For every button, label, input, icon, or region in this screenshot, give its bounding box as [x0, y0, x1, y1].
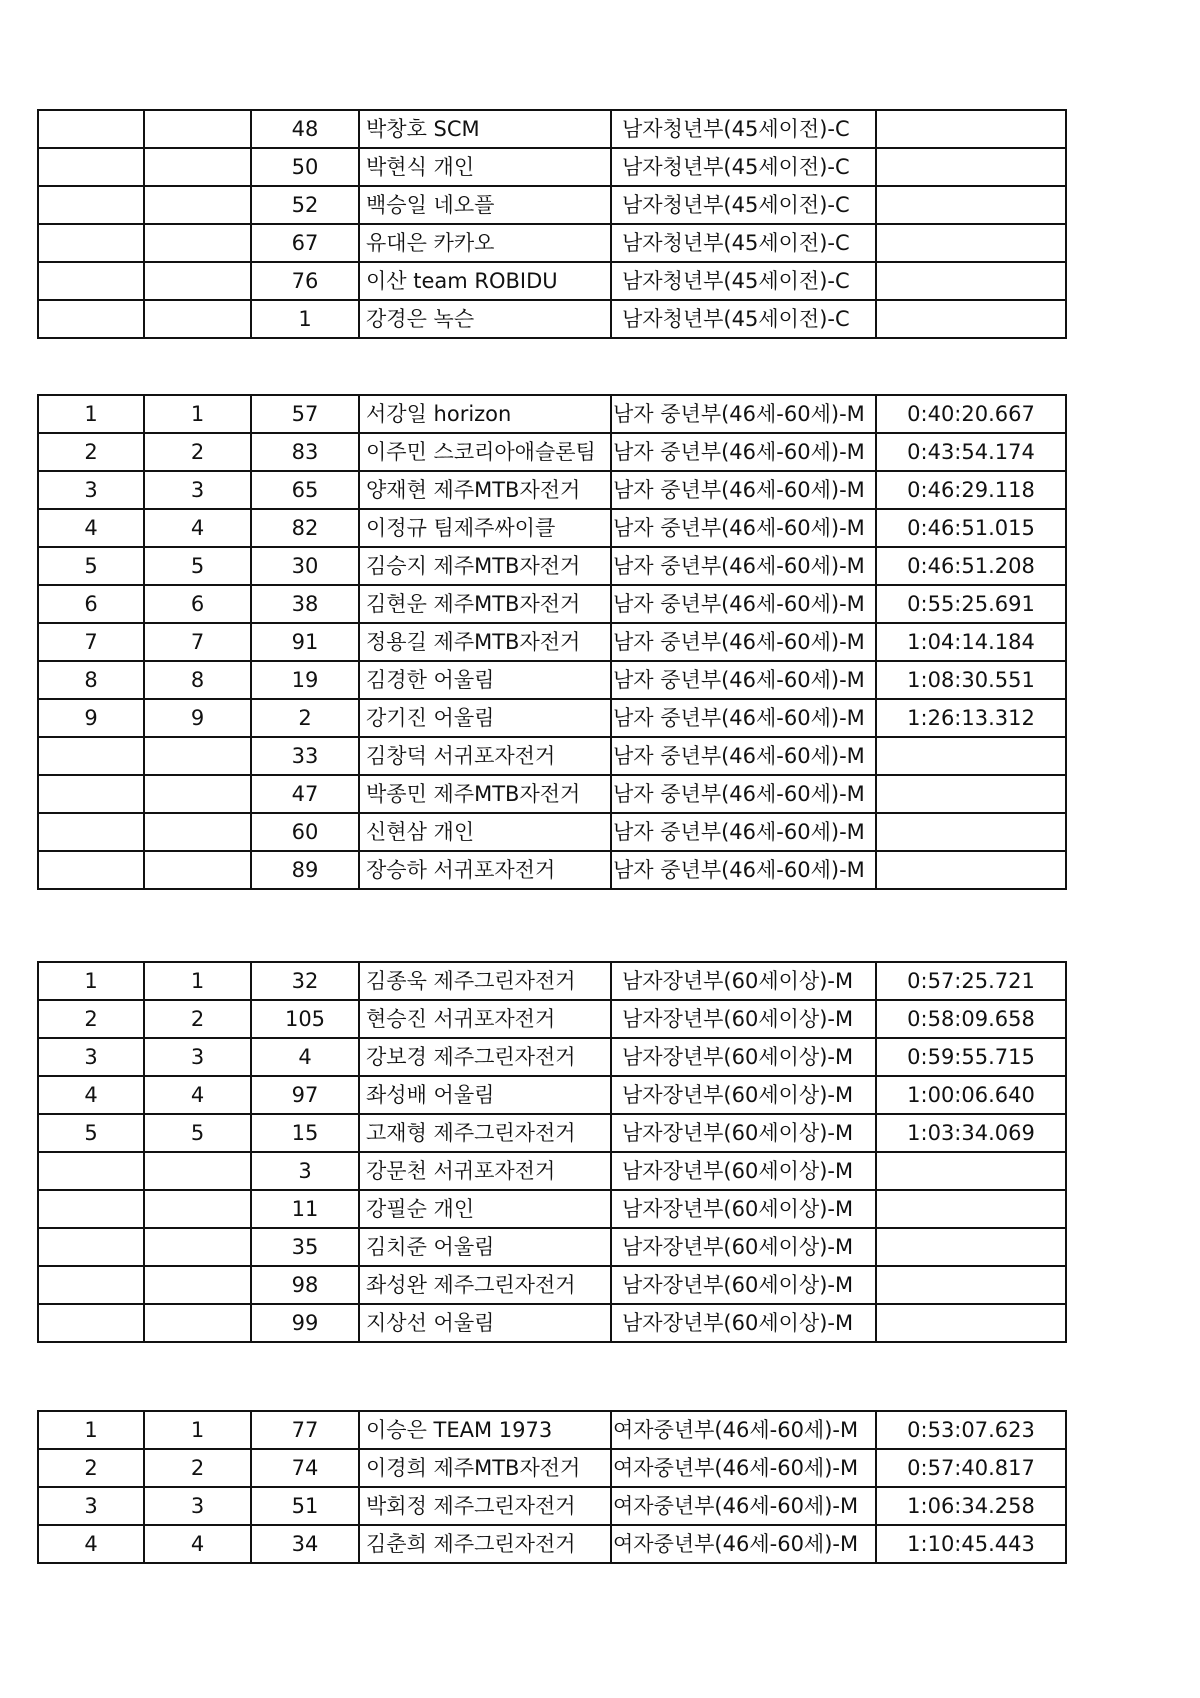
- table-row: [38, 1038, 1066, 1076]
- bib-number: 2: [251, 699, 359, 737]
- overall-rank: 2: [38, 1449, 144, 1487]
- rider-name-team: 김현운 제주MTB자전거: [359, 585, 611, 623]
- finish-time: [876, 186, 1066, 224]
- rider-name-team: 좌성완 제주그린자전거: [359, 1266, 611, 1304]
- bib-number: 76: [251, 262, 359, 300]
- race-category: 남자 중년부(46세-60세)-M: [611, 395, 876, 433]
- rider-name-team: 김승지 제주MTB자전거: [359, 547, 611, 585]
- finish-time: 1:04:14.184: [876, 623, 1066, 661]
- overall-rank: [38, 1228, 144, 1266]
- race-category: 여자중년부(46세-60세)-M: [611, 1525, 876, 1563]
- finish-time: [876, 110, 1066, 148]
- category-rank: [144, 1152, 251, 1190]
- table-row: [38, 1487, 1066, 1525]
- table-row: [38, 1000, 1066, 1038]
- finish-time: 1:10:45.443: [876, 1525, 1066, 1563]
- overall-rank: [38, 1190, 144, 1228]
- category-rank: 7: [144, 623, 251, 661]
- bib-number: 77: [251, 1411, 359, 1449]
- race-category: 남자 중년부(46세-60세)-M: [611, 737, 876, 775]
- finish-time: 0:59:55.715: [876, 1038, 1066, 1076]
- rider-name-team: 이주민 스코리아애슬론팀: [359, 433, 611, 471]
- bib-number: 89: [251, 851, 359, 889]
- overall-rank: 1: [38, 962, 144, 1000]
- rider-name-team: 서강일 horizon: [359, 395, 611, 433]
- table-row: [38, 1190, 1066, 1228]
- table-row: [38, 851, 1066, 889]
- table-row: [38, 262, 1066, 300]
- category-rank: [144, 851, 251, 889]
- table-row: [38, 224, 1066, 262]
- race-category: 남자장년부(60세이상)-M: [611, 1228, 876, 1266]
- category-rank: 9: [144, 699, 251, 737]
- category-rank: 2: [144, 433, 251, 471]
- finish-time: [876, 300, 1066, 338]
- overall-rank: 7: [38, 623, 144, 661]
- category-rank: 3: [144, 1487, 251, 1525]
- finish-time: [876, 1228, 1066, 1266]
- finish-time: [876, 775, 1066, 813]
- rider-name-team: 김치준 어울림: [359, 1228, 611, 1266]
- bib-number: 98: [251, 1266, 359, 1304]
- table-row: [38, 661, 1066, 699]
- bib-number: 48: [251, 110, 359, 148]
- finish-time: 0:57:40.817: [876, 1449, 1066, 1487]
- bib-number: 32: [251, 962, 359, 1000]
- category-rank: [144, 1304, 251, 1342]
- rider-name-team: 신현삼 개인: [359, 813, 611, 851]
- race-category: 남자청년부(45세이전)-C: [611, 300, 876, 338]
- overall-rank: [38, 300, 144, 338]
- table-row: [38, 433, 1066, 471]
- category-rank: [144, 775, 251, 813]
- rider-name-team: 김종욱 제주그린자전거: [359, 962, 611, 1000]
- table-row: [38, 1114, 1066, 1152]
- finish-time: 1:08:30.551: [876, 661, 1066, 699]
- rider-name-team: 현승진 서귀포자전거: [359, 1000, 611, 1038]
- category-rank: 4: [144, 509, 251, 547]
- race-category: 남자청년부(45세이전)-C: [611, 148, 876, 186]
- race-category: 남자장년부(60세이상)-M: [611, 1152, 876, 1190]
- category-rank: 1: [144, 1411, 251, 1449]
- finish-time: 1:26:13.312: [876, 699, 1066, 737]
- bib-number: 82: [251, 509, 359, 547]
- overall-rank: [38, 186, 144, 224]
- race-category: 남자장년부(60세이상)-M: [611, 1000, 876, 1038]
- bib-number: 74: [251, 1449, 359, 1487]
- finish-time: 0:46:51.208: [876, 547, 1066, 585]
- table-row: [38, 148, 1066, 186]
- category-rank: 4: [144, 1076, 251, 1114]
- race-category: 남자장년부(60세이상)-M: [611, 1190, 876, 1228]
- overall-rank: [38, 262, 144, 300]
- race-category: 남자 중년부(46세-60세)-M: [611, 547, 876, 585]
- overall-rank: 4: [38, 509, 144, 547]
- finish-time: 1:00:06.640: [876, 1076, 1066, 1114]
- rider-name-team: 이승은 TEAM 1973: [359, 1411, 611, 1449]
- finish-time: [876, 1152, 1066, 1190]
- overall-rank: 2: [38, 433, 144, 471]
- category-rank: 4: [144, 1525, 251, 1563]
- finish-time: [876, 148, 1066, 186]
- overall-rank: 4: [38, 1076, 144, 1114]
- overall-rank: 5: [38, 1114, 144, 1152]
- category-rank: [144, 186, 251, 224]
- bib-number: 38: [251, 585, 359, 623]
- finish-time: 0:40:20.667: [876, 395, 1066, 433]
- category-rank: 3: [144, 1038, 251, 1076]
- bib-number: 51: [251, 1487, 359, 1525]
- rider-name-team: 박종민 제주MTB자전거: [359, 775, 611, 813]
- bib-number: 105: [251, 1000, 359, 1038]
- overall-rank: 1: [38, 1411, 144, 1449]
- table-row: [38, 962, 1066, 1000]
- overall-rank: 3: [38, 1487, 144, 1525]
- race-category: 남자 중년부(46세-60세)-M: [611, 661, 876, 699]
- race-category: 남자장년부(60세이상)-M: [611, 962, 876, 1000]
- category-rank: 5: [144, 547, 251, 585]
- category-rank: [144, 813, 251, 851]
- finish-time: [876, 262, 1066, 300]
- category-rank: 1: [144, 395, 251, 433]
- race-category: 남자청년부(45세이전)-C: [611, 224, 876, 262]
- rider-name-team: 강문천 서귀포자전거: [359, 1152, 611, 1190]
- rider-name-team: 양재현 제주MTB자전거: [359, 471, 611, 509]
- bib-number: 3: [251, 1152, 359, 1190]
- finish-time: 1:03:34.069: [876, 1114, 1066, 1152]
- rider-name-team: 강기진 어울림: [359, 699, 611, 737]
- category-rank: [144, 224, 251, 262]
- bib-number: 19: [251, 661, 359, 699]
- finish-time: [876, 224, 1066, 262]
- category-rank: [144, 110, 251, 148]
- race-category: 남자청년부(45세이전)-C: [611, 186, 876, 224]
- rider-name-team: 정용길 제주MTB자전거: [359, 623, 611, 661]
- rider-name-team: 좌성배 어울림: [359, 1076, 611, 1114]
- finish-time: [876, 851, 1066, 889]
- race-category: 여자중년부(46세-60세)-M: [611, 1449, 876, 1487]
- overall-rank: 3: [38, 471, 144, 509]
- race-category: 남자 중년부(46세-60세)-M: [611, 433, 876, 471]
- rider-name-team: 이정규 팀제주싸이클: [359, 509, 611, 547]
- rider-name-team: 박현식 개인: [359, 148, 611, 186]
- results-table-men-youth: [37, 109, 1067, 339]
- race-category: 남자 중년부(46세-60세)-M: [611, 813, 876, 851]
- table-row: [38, 300, 1066, 338]
- race-category: 남자 중년부(46세-60세)-M: [611, 851, 876, 889]
- overall-rank: [38, 1304, 144, 1342]
- race-category: 남자 중년부(46세-60세)-M: [611, 471, 876, 509]
- rider-name-team: 박회정 제주그린자전거: [359, 1487, 611, 1525]
- table-row: [38, 585, 1066, 623]
- rider-name-team: 이산 team ROBIDU: [359, 262, 611, 300]
- category-rank: 3: [144, 471, 251, 509]
- table-row: [38, 1525, 1066, 1563]
- results-table-women-middle: [37, 1410, 1067, 1564]
- table-row: [38, 547, 1066, 585]
- bib-number: 60: [251, 813, 359, 851]
- rider-name-team: 강보경 제주그린자전거: [359, 1038, 611, 1076]
- rider-name-team: 강필순 개인: [359, 1190, 611, 1228]
- category-rank: [144, 1228, 251, 1266]
- finish-time: 0:57:25.721: [876, 962, 1066, 1000]
- category-rank: [144, 148, 251, 186]
- results-table-men-middle: [37, 394, 1067, 890]
- bib-number: 65: [251, 471, 359, 509]
- finish-time: [876, 813, 1066, 851]
- table-row: [38, 395, 1066, 433]
- overall-rank: [38, 224, 144, 262]
- race-category: 남자장년부(60세이상)-M: [611, 1114, 876, 1152]
- race-category: 남자 중년부(46세-60세)-M: [611, 775, 876, 813]
- race-category: 남자장년부(60세이상)-M: [611, 1038, 876, 1076]
- race-category: 남자 중년부(46세-60세)-M: [611, 623, 876, 661]
- overall-rank: [38, 1266, 144, 1304]
- table-row: [38, 1411, 1066, 1449]
- bib-number: 4: [251, 1038, 359, 1076]
- overall-rank: [38, 813, 144, 851]
- table-row: [38, 1266, 1066, 1304]
- overall-rank: 2: [38, 1000, 144, 1038]
- table-row: [38, 813, 1066, 851]
- overall-rank: [38, 737, 144, 775]
- table-row: [38, 1152, 1066, 1190]
- category-rank: [144, 1266, 251, 1304]
- bib-number: 33: [251, 737, 359, 775]
- overall-rank: [38, 851, 144, 889]
- rider-name-team: 장승하 서귀포자전거: [359, 851, 611, 889]
- rider-name-team: 강경은 녹슨: [359, 300, 611, 338]
- rider-name-team: 김경한 어울림: [359, 661, 611, 699]
- overall-rank: 1: [38, 395, 144, 433]
- race-category: 여자중년부(46세-60세)-M: [611, 1411, 876, 1449]
- table-row: [38, 1228, 1066, 1266]
- table-row: [38, 623, 1066, 661]
- race-category: 남자청년부(45세이전)-C: [611, 262, 876, 300]
- table-row: [38, 1076, 1066, 1114]
- category-rank: [144, 737, 251, 775]
- bib-number: 11: [251, 1190, 359, 1228]
- bib-number: 1: [251, 300, 359, 338]
- bib-number: 34: [251, 1525, 359, 1563]
- category-rank: 5: [144, 1114, 251, 1152]
- race-category: 남자청년부(45세이전)-C: [611, 110, 876, 148]
- bib-number: 35: [251, 1228, 359, 1266]
- rider-name-team: 유대은 카카오: [359, 224, 611, 262]
- finish-time: 0:55:25.691: [876, 585, 1066, 623]
- table-row: [38, 775, 1066, 813]
- table-row: [38, 737, 1066, 775]
- table-row: [38, 509, 1066, 547]
- bib-number: 50: [251, 148, 359, 186]
- bib-number: 57: [251, 395, 359, 433]
- table-row: [38, 1449, 1066, 1487]
- finish-time: 1:06:34.258: [876, 1487, 1066, 1525]
- rider-name-team: 고재형 제주그린자전거: [359, 1114, 611, 1152]
- overall-rank: [38, 148, 144, 186]
- category-rank: 1: [144, 962, 251, 1000]
- table-row: [38, 699, 1066, 737]
- overall-rank: 3: [38, 1038, 144, 1076]
- overall-rank: 9: [38, 699, 144, 737]
- overall-rank: [38, 1152, 144, 1190]
- rider-name-team: 이경희 제주MTB자전거: [359, 1449, 611, 1487]
- rider-name-team: 김춘희 제주그린자전거: [359, 1525, 611, 1563]
- race-category: 남자 중년부(46세-60세)-M: [611, 509, 876, 547]
- race-category: 여자중년부(46세-60세)-M: [611, 1487, 876, 1525]
- bib-number: 47: [251, 775, 359, 813]
- overall-rank: [38, 110, 144, 148]
- race-category: 남자 중년부(46세-60세)-M: [611, 699, 876, 737]
- finish-time: [876, 1266, 1066, 1304]
- table-row: [38, 186, 1066, 224]
- table-row: [38, 110, 1066, 148]
- rider-name-team: 백승일 네오플: [359, 186, 611, 224]
- bib-number: 83: [251, 433, 359, 471]
- category-rank: 8: [144, 661, 251, 699]
- bib-number: 67: [251, 224, 359, 262]
- rider-name-team: 지상선 어울림: [359, 1304, 611, 1342]
- table-row: [38, 471, 1066, 509]
- results-table-men-senior: [37, 961, 1067, 1343]
- overall-rank: [38, 775, 144, 813]
- race-category: 남자장년부(60세이상)-M: [611, 1076, 876, 1114]
- bib-number: 91: [251, 623, 359, 661]
- bib-number: 99: [251, 1304, 359, 1342]
- bib-number: 30: [251, 547, 359, 585]
- overall-rank: 5: [38, 547, 144, 585]
- table-row: [38, 1304, 1066, 1342]
- overall-rank: 4: [38, 1525, 144, 1563]
- category-rank: 2: [144, 1449, 251, 1487]
- category-rank: 2: [144, 1000, 251, 1038]
- overall-rank: 8: [38, 661, 144, 699]
- race-category: 남자장년부(60세이상)-M: [611, 1266, 876, 1304]
- finish-time: 0:43:54.174: [876, 433, 1066, 471]
- rider-name-team: 김창덕 서귀포자전거: [359, 737, 611, 775]
- finish-time: 0:58:09.658: [876, 1000, 1066, 1038]
- race-category: 남자 중년부(46세-60세)-M: [611, 585, 876, 623]
- finish-time: 0:46:51.015: [876, 509, 1066, 547]
- finish-time: [876, 1304, 1066, 1342]
- finish-time: [876, 1190, 1066, 1228]
- bib-number: 97: [251, 1076, 359, 1114]
- bib-number: 15: [251, 1114, 359, 1152]
- category-rank: [144, 1190, 251, 1228]
- category-rank: [144, 262, 251, 300]
- finish-time: [876, 737, 1066, 775]
- race-category: 남자장년부(60세이상)-M: [611, 1304, 876, 1342]
- rider-name-team: 박창호 SCM: [359, 110, 611, 148]
- overall-rank: 6: [38, 585, 144, 623]
- bib-number: 52: [251, 186, 359, 224]
- category-rank: [144, 300, 251, 338]
- finish-time: 0:53:07.623: [876, 1411, 1066, 1449]
- category-rank: 6: [144, 585, 251, 623]
- finish-time: 0:46:29.118: [876, 471, 1066, 509]
